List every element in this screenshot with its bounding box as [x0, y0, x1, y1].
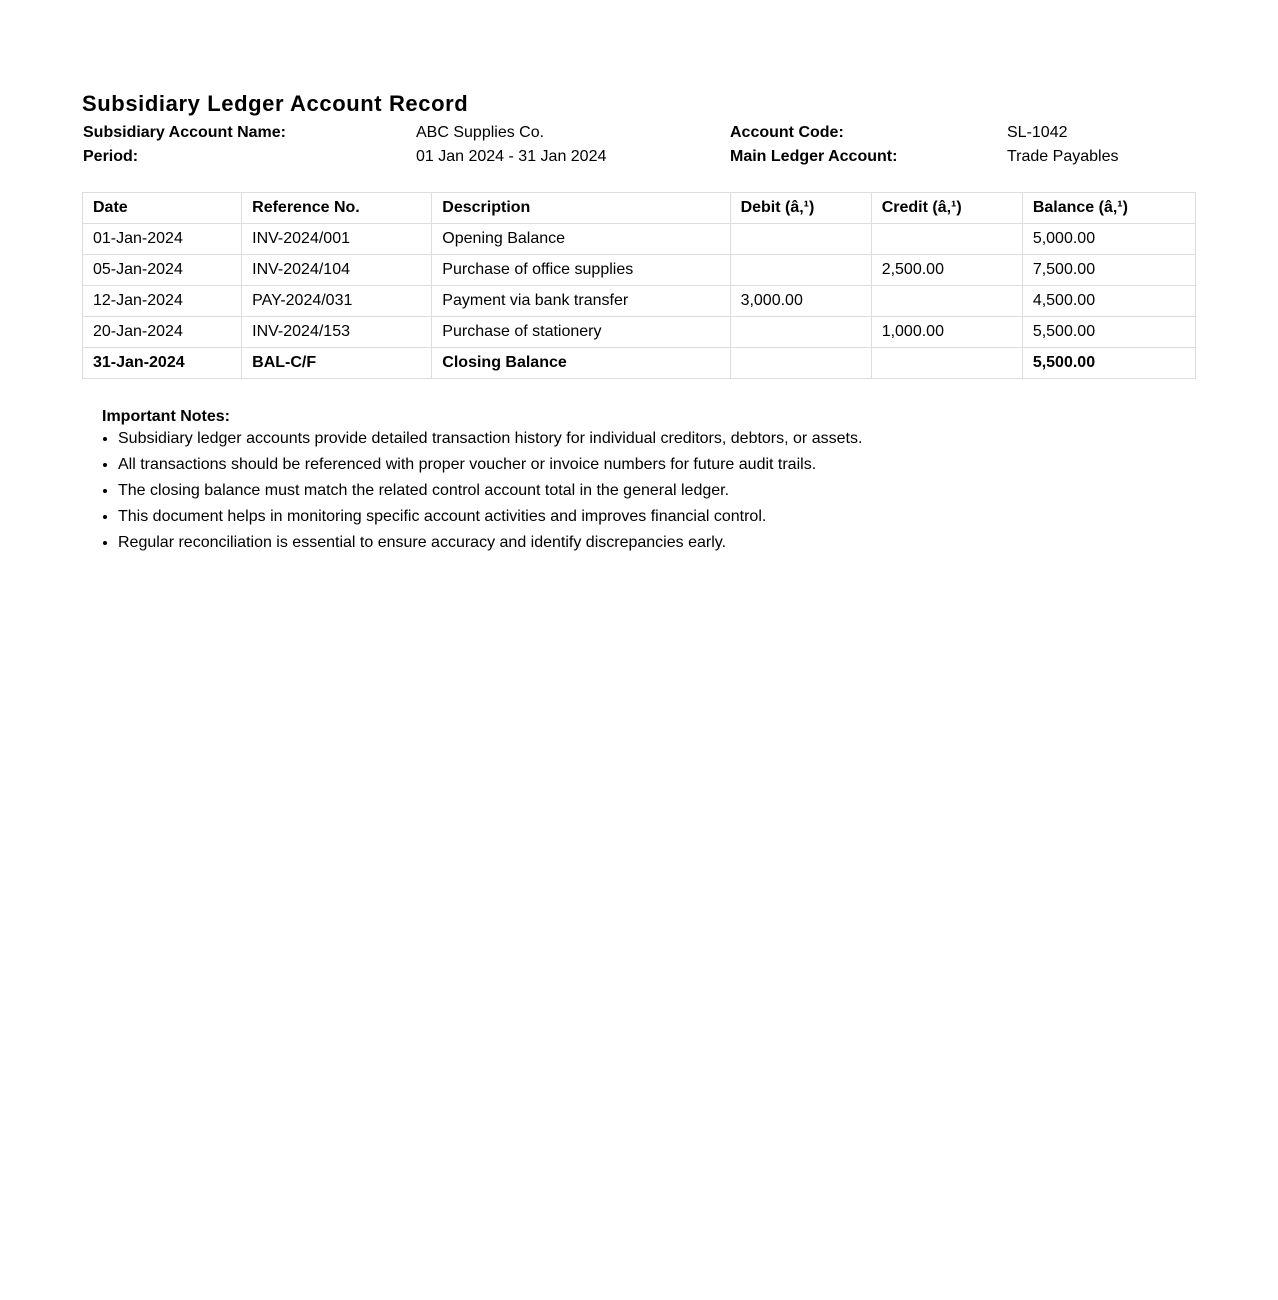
cell-debit — [730, 224, 871, 255]
account-info — [82, 120, 1196, 168]
period-value: 01 Jan 2024 - 31 Jan 2024 — [416, 148, 607, 165]
cell-balance: 5,500.00 — [1022, 348, 1195, 379]
cell-debit — [730, 255, 871, 286]
notes-title: Important Notes: — [102, 408, 230, 425]
main-ledger-account-value: Trade Payables — [1007, 148, 1119, 165]
cell-balance: 7,500.00 — [1022, 255, 1195, 286]
cell-description: Opening Balance — [432, 224, 730, 255]
cell-balance: 5,500.00 — [1022, 317, 1195, 348]
cell-credit: 2,500.00 — [871, 255, 1022, 286]
column-header-debit: Debit (â‚¹) — [730, 193, 871, 224]
table-row — [83, 255, 1196, 286]
important-notes — [102, 408, 1102, 556]
main-ledger-account-label: Main Ledger Account: — [730, 148, 898, 165]
table-row — [83, 317, 1196, 348]
closing-balance-row — [83, 348, 1196, 379]
ledger-table — [82, 192, 1196, 379]
cell-date: 05-Jan-2024 — [83, 255, 242, 286]
cell-credit — [871, 286, 1022, 317]
list-item: • This document helps in monitoring specific account activities and improves financial control. — [118, 504, 1102, 530]
document-title: Subsidiary Ledger Account Record — [82, 91, 469, 116]
cell-reference: INV-2024/104 — [242, 255, 432, 286]
cell-credit — [871, 348, 1022, 379]
account-code-label: Account Code: — [730, 124, 844, 141]
cell-description: Purchase of stationery — [432, 317, 730, 348]
list-item: • Regular reconciliation is essential to ensure accuracy and identify discrepancies early. — [118, 530, 1102, 556]
cell-debit — [730, 317, 871, 348]
list-item: • Subsidiary ledger accounts provide detailed transaction history for individual creditors, debtors, or assets. — [118, 426, 1102, 452]
cell-balance: 5,000.00 — [1022, 224, 1195, 255]
period-label: Period: — [83, 148, 139, 165]
cell-reference: BAL-C/F — [242, 348, 432, 379]
cell-debit: 3,000.00 — [730, 286, 871, 317]
subsidiary-account-name-value: ABC Supplies Co. — [416, 124, 545, 141]
cell-balance: 4,500.00 — [1022, 286, 1195, 317]
column-header-description: Description — [432, 193, 730, 224]
cell-description: Purchase of office supplies — [432, 255, 730, 286]
cell-reference: PAY-2024/031 — [242, 286, 432, 317]
column-header-credit: Credit (â‚¹) — [871, 193, 1022, 224]
table-header-row — [83, 193, 1196, 224]
cell-date: 20-Jan-2024 — [83, 317, 242, 348]
cell-date: 31-Jan-2024 — [83, 348, 242, 379]
cell-date: 01-Jan-2024 — [83, 224, 242, 255]
list-item: • All transactions should be referenced with proper voucher or invoice numbers for future audit trails. — [118, 452, 1102, 478]
column-header-date: Date — [83, 193, 242, 224]
account-code-value: SL-1042 — [1007, 124, 1068, 141]
cell-description: Closing Balance — [432, 348, 730, 379]
table-row — [83, 286, 1196, 317]
column-header-reference: Reference No. — [242, 193, 432, 224]
cell-reference: INV-2024/001 — [242, 224, 432, 255]
ledger-document — [82, 88, 1196, 551]
cell-debit — [730, 348, 871, 379]
subsidiary-account-name-label: Subsidiary Account Name: — [83, 124, 287, 141]
cell-reference: INV-2024/153 — [242, 317, 432, 348]
table-row — [83, 224, 1196, 255]
cell-credit: 1,000.00 — [871, 317, 1022, 348]
column-header-balance: Balance (â‚¹) — [1022, 193, 1195, 224]
cell-date: 12-Jan-2024 — [83, 286, 242, 317]
cell-description: Payment via bank transfer — [432, 286, 730, 317]
notes-list — [102, 426, 1102, 556]
list-item: • The closing balance must match the related control account total in the general ledger. — [118, 478, 1102, 504]
cell-credit — [871, 224, 1022, 255]
